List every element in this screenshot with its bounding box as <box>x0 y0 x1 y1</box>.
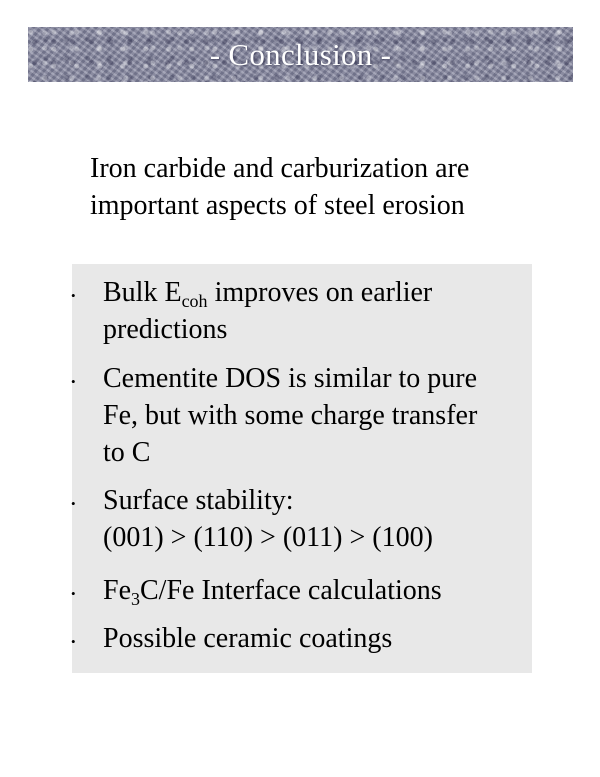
bullet-icon: • <box>71 496 76 511</box>
heading-line-2: important aspects of steel erosion <box>90 190 465 221</box>
list-item-line: Possible ceramic coatings <box>103 623 393 654</box>
heading-line-1: Iron carbide and carburization are <box>90 153 470 184</box>
list-item-text <box>103 482 433 556</box>
text-fragment: C/Fe Interface calculations <box>140 575 442 606</box>
bullet-icon: • <box>71 288 76 303</box>
list-item-line: Cementite DOS is similar to pure <box>103 363 478 394</box>
bullet-icon: • <box>71 634 76 649</box>
slide-title: - Conclusion - <box>209 36 392 72</box>
list-item-line: (001) > (110) > (011) > (100) <box>103 522 433 553</box>
conclusion-panel <box>72 264 532 673</box>
list-item-line: Fe, but with some charge transfer <box>103 400 478 431</box>
list-item-line <box>103 274 432 311</box>
list-item-line: Surface stability: <box>103 485 294 516</box>
subscript: coh <box>181 291 208 311</box>
list-item-line: to C <box>103 437 151 468</box>
text-fragment: improves on earlier <box>207 277 433 308</box>
text-fragment: Bulk E <box>103 277 182 308</box>
heading <box>90 150 560 224</box>
bullet-icon: • <box>71 374 76 389</box>
list-item-line: predictions <box>103 314 228 345</box>
list-item-text <box>103 360 477 471</box>
bullet-icon: • <box>71 586 76 601</box>
list-item-text <box>103 274 432 348</box>
list-item-text <box>103 620 392 657</box>
list-item-text <box>103 572 442 609</box>
subscript: 3 <box>131 589 140 609</box>
text-fragment: Fe <box>103 575 131 606</box>
title-bar <box>28 27 573 82</box>
list-item-line <box>103 572 442 609</box>
